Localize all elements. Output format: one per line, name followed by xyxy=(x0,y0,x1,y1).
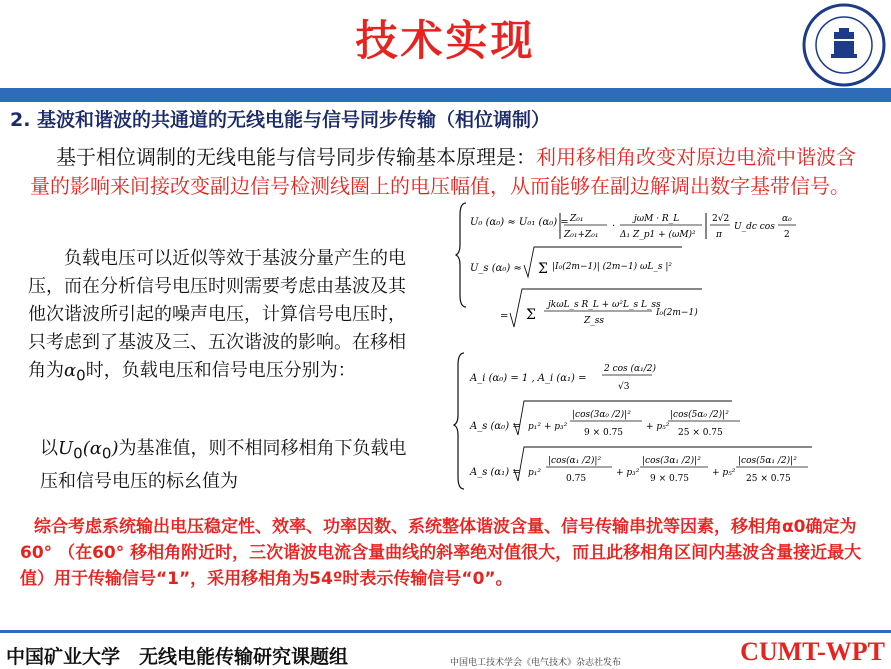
footer-org: 中国矿业大学 无线电能传输研究课题组 xyxy=(6,646,349,668)
intro-highlight: 利用移相角改变对原边电流中谐波含量的影响来间接改变副边信号检测线圈上的电压幅值，从而能够在副边解调出数字基带信号。 xyxy=(30,145,856,198)
u0-symbol: U xyxy=(58,438,74,459)
per-unit-text: 为基准值，则不相同移相角下负载电压和信号电压的标幺值为 xyxy=(40,438,407,492)
load-voltage-text: 负载电压可以近似等效于基波分量产生的电压，而在分析信号电压时则需要考虑由基波及其他次谐波所引起的噪声电压，计算信号电压时，只考虑到了基波及三、五次谐波的影响。在移相角为 xyxy=(28,248,406,381)
svg-text:√3: √3 xyxy=(618,382,630,392)
svg-text:2√2: 2√2 xyxy=(712,214,730,224)
load-voltage-paragraph xyxy=(28,245,423,390)
u0-arg: (α xyxy=(82,438,102,459)
slide-title: 技术实现 xyxy=(355,16,536,65)
intro-paragraph xyxy=(30,143,875,201)
footer-divider xyxy=(0,630,891,633)
svg-text:p₁²: p₁² xyxy=(528,468,541,478)
svg-text:A_i (α₀) = 1 , A_i (α₁) =: A_i (α₀) = 1 , A_i (α₁) = xyxy=(470,373,587,384)
svg-text:Σ: Σ xyxy=(526,307,536,323)
alpha-symbol: α xyxy=(64,360,77,381)
header-divider xyxy=(0,88,891,102)
svg-text:α₀: α₀ xyxy=(782,214,792,224)
svg-text:A_s (α₁) =: A_s (α₁) = xyxy=(470,467,521,478)
svg-text:25 × 0.75: 25 × 0.75 xyxy=(746,474,791,484)
svg-text:0.75: 0.75 xyxy=(566,474,587,484)
svg-text:A_s (α₀) =: A_s (α₀) = xyxy=(470,421,521,432)
svg-text:|cos(3α₀ /2)|²: |cos(3α₀ /2)|² xyxy=(572,410,631,420)
svg-text:U₀ (α₀) ≈ U₀₁ (α₀) =: U₀ (α₀) ≈ U₀₁ (α₀) = xyxy=(470,217,569,228)
svg-text:=: = xyxy=(500,311,509,322)
svg-text:jωM · R_L: jωM · R_L xyxy=(634,214,680,224)
svg-text:+ p₃²: + p₃² xyxy=(616,468,640,478)
svg-text:U_dc cos: U_dc cos xyxy=(734,222,775,232)
svg-text:Σ: Σ xyxy=(538,261,548,277)
svg-text:|cos(5α₀ /2)|²: |cos(5α₀ /2)|² xyxy=(670,410,729,420)
svg-text:+ p₅²: + p₅² xyxy=(712,468,736,478)
u0-arg-close: ) xyxy=(111,438,119,459)
svg-text:|cos(α₁ /2)|²: |cos(α₁ /2)|² xyxy=(548,456,602,466)
svg-text:9 × 0.75: 9 × 0.75 xyxy=(584,428,624,438)
footer-publisher: 中国电工技术学会《电气技术》杂志社发布 xyxy=(450,658,622,668)
load-voltage-tail: 时，负载电压和信号电压分别为： xyxy=(85,360,356,381)
intro-text: 基于相位调制的无线电能与信号同步传输基本原理是： xyxy=(56,145,536,169)
svg-text:Z₀₁: Z₀₁ xyxy=(570,214,584,224)
svg-text:9 × 0.75: 9 × 0.75 xyxy=(650,474,690,484)
svg-text:2: 2 xyxy=(784,230,790,240)
conclusion-paragraph xyxy=(20,514,870,592)
svg-text:|I₀(2m−1)| (2m−1) ωL_s |²: |I₀(2m−1)| (2m−1) ωL_s |² xyxy=(552,262,672,272)
svg-text:·: · xyxy=(612,221,616,232)
svg-text:2 cos (α₁/2): 2 cos (α₁/2) xyxy=(604,364,656,374)
per-unit-paragraph xyxy=(40,435,420,495)
svg-text:|cos(5α₁ /2)|²: |cos(5α₁ /2)|² xyxy=(738,456,797,466)
svg-text:π: π xyxy=(716,230,722,240)
svg-text:Z_ss: Z_ss xyxy=(584,316,604,326)
svg-text:Δ₁ Z_p1 + (ωM)²: Δ₁ Z_p1 + (ωM)² xyxy=(620,230,696,240)
per-unit-pre: 以 xyxy=(40,438,58,459)
u0-arg-subscript: 0 xyxy=(101,444,112,463)
svg-text:|cos(3α₁ /2)|²: |cos(3α₁ /2)|² xyxy=(642,456,701,466)
svg-text:U_s (α₀) ≈: U_s (α₀) ≈ xyxy=(470,263,522,274)
alpha-subscript: 0 xyxy=(76,366,86,385)
svg-text:I₀(2m−1): I₀(2m−1) xyxy=(656,308,698,318)
svg-text:+ p₅²: + p₅² xyxy=(646,422,670,432)
section-subtitle: 2. 基波和谐波的共通道的无线电能与信号同步传输（相位调制） xyxy=(10,109,551,131)
u0-subscript: 0 xyxy=(73,444,83,463)
equation-figure xyxy=(452,195,872,495)
svg-text:25 × 0.75: 25 × 0.75 xyxy=(678,428,723,438)
university-logo xyxy=(801,2,887,88)
svg-text:jkωL_s R_L + ω²L_s L_ss: jkωL_s R_L + ω²L_s L_ss xyxy=(548,300,661,310)
svg-text:Z₀₁+Z₀₁: Z₀₁+Z₀₁ xyxy=(564,230,599,240)
conclusion-text: 综合考虑系统输出电压稳定性、效率、功率因数、系统整体谐波含量、信号传输串扰等因素，移相角α0确定为60° （在60° 移相角附近时，三次谐波电流含量曲线的斜率绝对值很大，而且此移相角区间内基波含量接近最大值）用于传输信号“1”，采用移相角为54º时表示传输信号“0”。 xyxy=(20,517,862,589)
footer-brand: CUMT-WPT xyxy=(740,637,885,666)
svg-text:p₁² + p₃²: p₁² + p₃² xyxy=(528,422,568,432)
